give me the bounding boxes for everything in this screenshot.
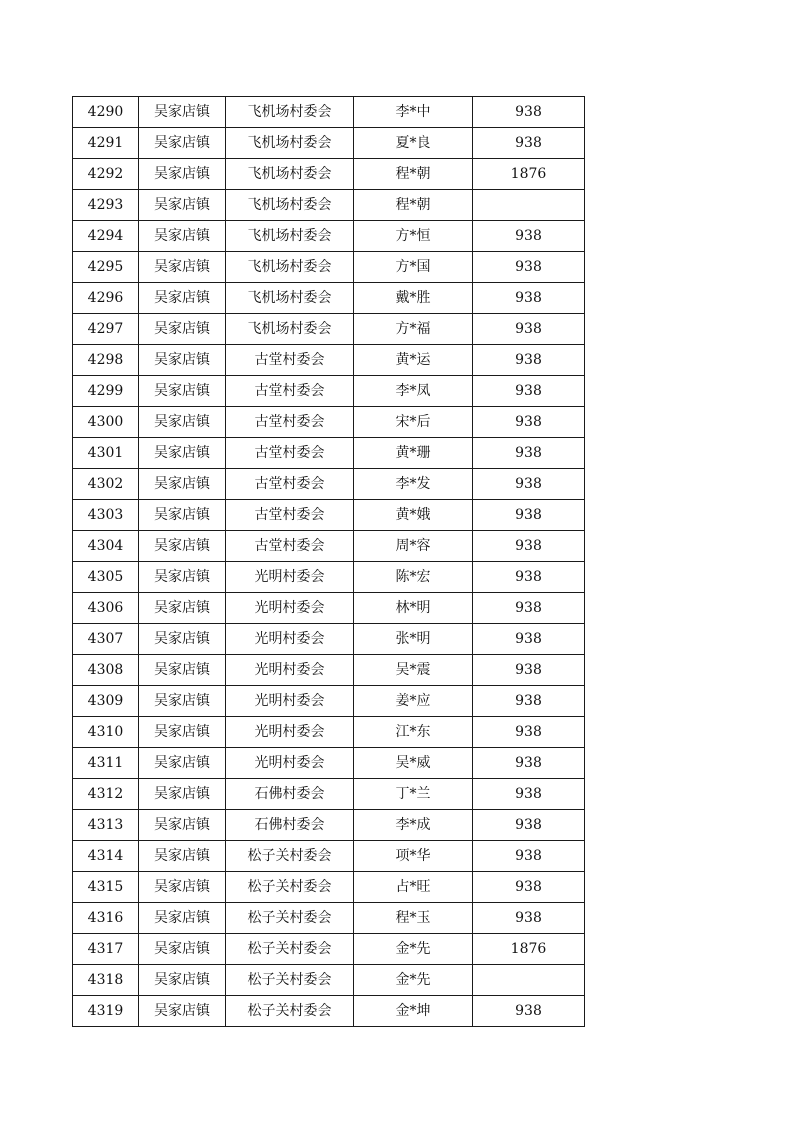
cell-amount: 938	[473, 593, 585, 624]
cell-amount: 1876	[473, 159, 585, 190]
cell-amount: 938	[473, 407, 585, 438]
table-row	[73, 500, 585, 531]
cell-id: 4292	[73, 159, 139, 190]
cell-town: 吴家店镇	[139, 655, 226, 686]
cell-town: 吴家店镇	[139, 438, 226, 469]
cell-town: 吴家店镇	[139, 190, 226, 221]
table-row	[73, 562, 585, 593]
cell-town: 吴家店镇	[139, 934, 226, 965]
cell-name: 丁*兰	[354, 779, 473, 810]
cell-id: 4296	[73, 283, 139, 314]
table-row	[73, 531, 585, 562]
table-body	[73, 97, 585, 1027]
cell-amount: 938	[473, 345, 585, 376]
cell-town: 吴家店镇	[139, 810, 226, 841]
cell-town: 吴家店镇	[139, 159, 226, 190]
cell-name: 李*中	[354, 97, 473, 128]
cell-amount: 938	[473, 655, 585, 686]
cell-id: 4307	[73, 624, 139, 655]
cell-name: 周*容	[354, 531, 473, 562]
cell-name: 吴*震	[354, 655, 473, 686]
cell-id: 4310	[73, 717, 139, 748]
cell-name: 江*东	[354, 717, 473, 748]
cell-name: 李*凤	[354, 376, 473, 407]
cell-town: 吴家店镇	[139, 903, 226, 934]
cell-town: 吴家店镇	[139, 779, 226, 810]
cell-village: 光明村委会	[226, 655, 354, 686]
cell-id: 4302	[73, 469, 139, 500]
cell-amount: 938	[473, 376, 585, 407]
cell-name: 张*明	[354, 624, 473, 655]
cell-id: 4299	[73, 376, 139, 407]
cell-name: 程*玉	[354, 903, 473, 934]
cell-id: 4300	[73, 407, 139, 438]
cell-town: 吴家店镇	[139, 717, 226, 748]
cell-amount: 938	[473, 97, 585, 128]
cell-village: 光明村委会	[226, 624, 354, 655]
cell-name: 程*朝	[354, 190, 473, 221]
cell-town: 吴家店镇	[139, 97, 226, 128]
cell-amount: 938	[473, 841, 585, 872]
cell-amount	[473, 965, 585, 996]
cell-village: 飞机场村委会	[226, 97, 354, 128]
cell-amount: 938	[473, 562, 585, 593]
cell-name: 陈*宏	[354, 562, 473, 593]
cell-id: 4304	[73, 531, 139, 562]
table-row	[73, 190, 585, 221]
cell-id: 4303	[73, 500, 139, 531]
cell-name: 林*明	[354, 593, 473, 624]
cell-name: 黄*娥	[354, 500, 473, 531]
cell-village: 飞机场村委会	[226, 252, 354, 283]
cell-id: 4295	[73, 252, 139, 283]
cell-name: 方*国	[354, 252, 473, 283]
cell-town: 吴家店镇	[139, 469, 226, 500]
cell-id: 4301	[73, 438, 139, 469]
cell-id: 4311	[73, 748, 139, 779]
table-row	[73, 128, 585, 159]
cell-name: 金*先	[354, 965, 473, 996]
cell-amount: 938	[473, 283, 585, 314]
cell-id: 4306	[73, 593, 139, 624]
cell-name: 方*福	[354, 314, 473, 345]
cell-village: 石佛村委会	[226, 779, 354, 810]
table-row	[73, 469, 585, 500]
data-table	[72, 96, 585, 1027]
cell-village: 光明村委会	[226, 593, 354, 624]
cell-village: 古堂村委会	[226, 438, 354, 469]
cell-village: 松子关村委会	[226, 841, 354, 872]
table-row	[73, 97, 585, 128]
cell-amount: 938	[473, 996, 585, 1027]
cell-amount	[473, 190, 585, 221]
cell-town: 吴家店镇	[139, 841, 226, 872]
cell-village: 古堂村委会	[226, 407, 354, 438]
cell-village: 飞机场村委会	[226, 283, 354, 314]
cell-amount: 938	[473, 717, 585, 748]
table-row	[73, 221, 585, 252]
cell-amount: 938	[473, 624, 585, 655]
table-row	[73, 965, 585, 996]
cell-id: 4312	[73, 779, 139, 810]
cell-name: 李*发	[354, 469, 473, 500]
cell-village: 飞机场村委会	[226, 159, 354, 190]
cell-name: 金*坤	[354, 996, 473, 1027]
table-row	[73, 655, 585, 686]
cell-name: 姜*应	[354, 686, 473, 717]
table-row	[73, 779, 585, 810]
cell-name: 方*恒	[354, 221, 473, 252]
cell-town: 吴家店镇	[139, 376, 226, 407]
cell-village: 光明村委会	[226, 748, 354, 779]
cell-name: 李*成	[354, 810, 473, 841]
cell-name: 戴*胜	[354, 283, 473, 314]
table-row	[73, 686, 585, 717]
table-row	[73, 345, 585, 376]
table-row	[73, 438, 585, 469]
table-row	[73, 872, 585, 903]
cell-village: 古堂村委会	[226, 531, 354, 562]
cell-amount: 938	[473, 469, 585, 500]
cell-id: 4317	[73, 934, 139, 965]
cell-village: 石佛村委会	[226, 810, 354, 841]
cell-name: 夏*良	[354, 128, 473, 159]
cell-amount: 938	[473, 748, 585, 779]
cell-village: 古堂村委会	[226, 345, 354, 376]
table-row	[73, 252, 585, 283]
cell-village: 古堂村委会	[226, 469, 354, 500]
cell-id: 4298	[73, 345, 139, 376]
cell-name: 项*华	[354, 841, 473, 872]
cell-village: 松子关村委会	[226, 934, 354, 965]
cell-name: 占*旺	[354, 872, 473, 903]
cell-village: 古堂村委会	[226, 500, 354, 531]
cell-name: 程*朝	[354, 159, 473, 190]
cell-name: 黄*珊	[354, 438, 473, 469]
cell-village: 光明村委会	[226, 562, 354, 593]
cell-id: 4297	[73, 314, 139, 345]
cell-amount: 938	[473, 810, 585, 841]
cell-town: 吴家店镇	[139, 562, 226, 593]
cell-id: 4305	[73, 562, 139, 593]
cell-amount: 938	[473, 252, 585, 283]
cell-village: 光明村委会	[226, 717, 354, 748]
cell-town: 吴家店镇	[139, 748, 226, 779]
table-row	[73, 593, 585, 624]
cell-town: 吴家店镇	[139, 624, 226, 655]
table-row	[73, 624, 585, 655]
cell-id: 4294	[73, 221, 139, 252]
table-row	[73, 996, 585, 1027]
table-row	[73, 159, 585, 190]
table-row	[73, 407, 585, 438]
table-row	[73, 283, 585, 314]
cell-id: 4319	[73, 996, 139, 1027]
cell-amount: 938	[473, 872, 585, 903]
cell-village: 松子关村委会	[226, 965, 354, 996]
table-row	[73, 314, 585, 345]
cell-town: 吴家店镇	[139, 252, 226, 283]
table-row	[73, 841, 585, 872]
cell-id: 4318	[73, 965, 139, 996]
cell-amount: 1876	[473, 934, 585, 965]
cell-amount: 938	[473, 686, 585, 717]
cell-village: 光明村委会	[226, 686, 354, 717]
cell-amount: 938	[473, 779, 585, 810]
cell-town: 吴家店镇	[139, 965, 226, 996]
cell-id: 4313	[73, 810, 139, 841]
cell-village: 飞机场村委会	[226, 190, 354, 221]
cell-id: 4309	[73, 686, 139, 717]
cell-amount: 938	[473, 221, 585, 252]
cell-id: 4316	[73, 903, 139, 934]
cell-amount: 938	[473, 903, 585, 934]
cell-name: 黄*运	[354, 345, 473, 376]
cell-amount: 938	[473, 500, 585, 531]
cell-town: 吴家店镇	[139, 593, 226, 624]
cell-town: 吴家店镇	[139, 407, 226, 438]
cell-name: 吴*威	[354, 748, 473, 779]
cell-village: 松子关村委会	[226, 903, 354, 934]
cell-name: 宋*后	[354, 407, 473, 438]
table-row	[73, 810, 585, 841]
cell-amount: 938	[473, 531, 585, 562]
table-row	[73, 934, 585, 965]
table-row	[73, 903, 585, 934]
cell-village: 松子关村委会	[226, 996, 354, 1027]
cell-id: 4290	[73, 97, 139, 128]
cell-id: 4293	[73, 190, 139, 221]
table-row	[73, 717, 585, 748]
table-row	[73, 748, 585, 779]
cell-village: 古堂村委会	[226, 376, 354, 407]
cell-village: 飞机场村委会	[226, 221, 354, 252]
cell-town: 吴家店镇	[139, 314, 226, 345]
cell-town: 吴家店镇	[139, 872, 226, 903]
cell-amount: 938	[473, 314, 585, 345]
cell-village: 飞机场村委会	[226, 128, 354, 159]
cell-town: 吴家店镇	[139, 996, 226, 1027]
cell-town: 吴家店镇	[139, 283, 226, 314]
cell-town: 吴家店镇	[139, 686, 226, 717]
cell-village: 松子关村委会	[226, 872, 354, 903]
cell-town: 吴家店镇	[139, 221, 226, 252]
table-row	[73, 376, 585, 407]
cell-amount: 938	[473, 128, 585, 159]
cell-name: 金*先	[354, 934, 473, 965]
cell-town: 吴家店镇	[139, 128, 226, 159]
cell-town: 吴家店镇	[139, 531, 226, 562]
cell-village: 飞机场村委会	[226, 314, 354, 345]
cell-id: 4291	[73, 128, 139, 159]
cell-amount: 938	[473, 438, 585, 469]
cell-id: 4315	[73, 872, 139, 903]
cell-id: 4314	[73, 841, 139, 872]
cell-town: 吴家店镇	[139, 500, 226, 531]
cell-id: 4308	[73, 655, 139, 686]
cell-town: 吴家店镇	[139, 345, 226, 376]
